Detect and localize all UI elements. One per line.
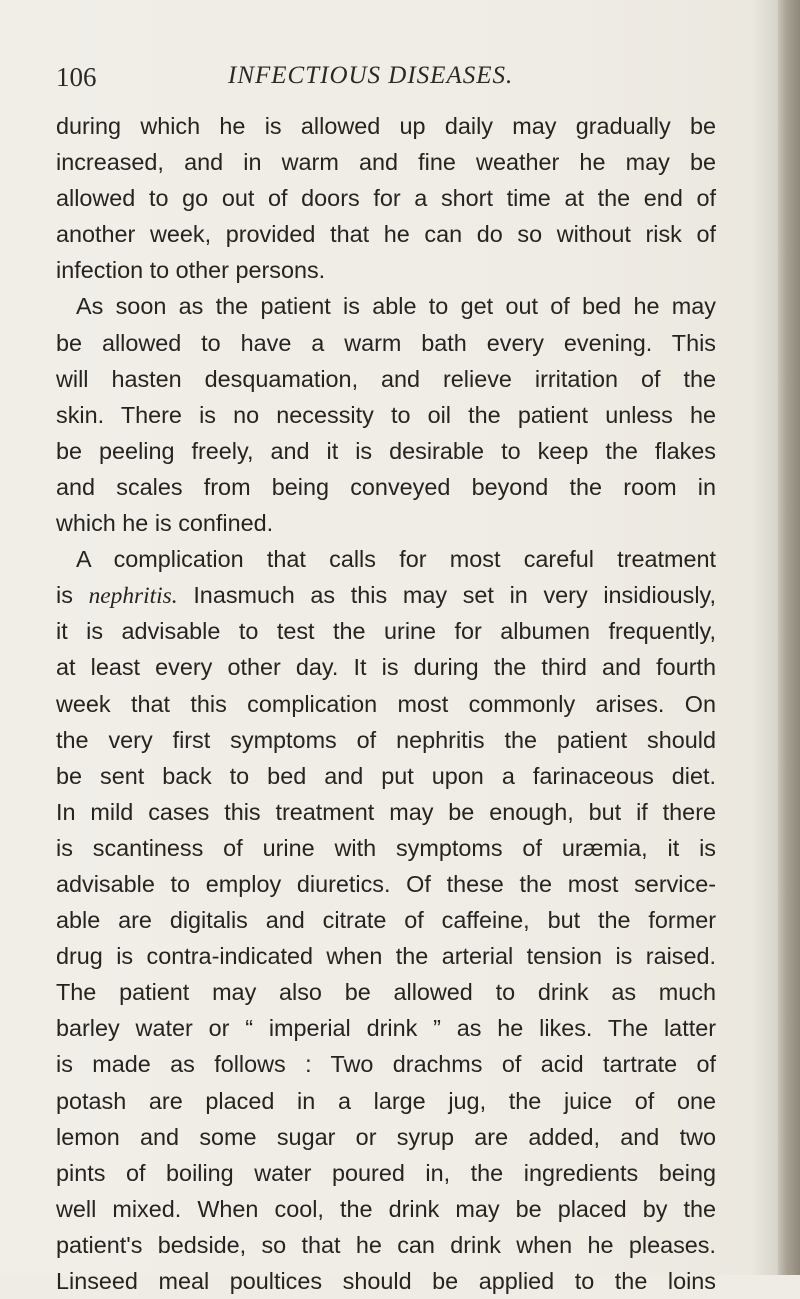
text-line: The patient may also be allowed to drink as much xyxy=(56,979,716,1006)
text-fragment: Inasmuch as this may set in very insidiously, xyxy=(193,582,717,609)
page-number: 106 xyxy=(56,62,97,92)
italic-term-nephritis: nephritis. xyxy=(88,583,178,610)
text-line: another week, provided that he can do so without risk of xyxy=(56,221,716,248)
text-line-mixed xyxy=(56,577,716,613)
text-line: during which he is allowed up daily may gradually be xyxy=(56,113,716,139)
page-gutter-shadow xyxy=(778,0,800,1275)
text-line: is scantiness of urine with symptoms of uræmia, it is xyxy=(56,834,716,861)
text-line: potash are placed in a large jug, the juice of one xyxy=(56,1087,716,1114)
text-line: skin. There is no necessity to oil the patient unless he xyxy=(56,401,716,428)
page-header xyxy=(56,62,656,102)
body-text xyxy=(56,108,716,1299)
text-line: the very first symptoms of nephritis the patient should xyxy=(56,726,716,753)
text-fragment: is xyxy=(56,582,73,609)
text-line: which he is confined. xyxy=(56,510,274,537)
text-line: at least every other day. It is during the third and fourth xyxy=(56,654,716,681)
text-line: In mild cases this treatment may be enough, but if there xyxy=(56,798,716,825)
text-line: allowed to go out of doors for a short time at the end of xyxy=(56,185,716,212)
text-line: As soon as the patient is able to get out of bed he may xyxy=(76,293,716,320)
text-line: be peeling freely, and it is desirable to keep the flakes xyxy=(56,437,716,464)
text-line: Linseed meal poultices should be applied to the loins xyxy=(56,1268,716,1294)
text-line: able are digitalis and citrate of caffeine, but the former xyxy=(56,907,716,934)
running-head: INFECTIOUS DISEASES. xyxy=(228,62,514,89)
text-line: drug is contra-indicated when the arterial tension is raised. xyxy=(56,943,716,970)
text-line: will hasten desquamation, and relieve irritation of the xyxy=(56,365,716,392)
text-line: barley water or “ imperial drink ” as he likes. The latter xyxy=(56,1015,716,1042)
text-line: patient's bedside, so that he can drink when he pleases. xyxy=(56,1231,716,1258)
text-line: increased, and in warm and fine weather he may be xyxy=(56,149,716,176)
text-line: it is advisable to test the urine for albumen frequently, xyxy=(56,618,716,645)
text-line: infection to other persons. xyxy=(56,257,326,284)
text-line: lemon and some sugar or syrup are added, and two xyxy=(56,1123,716,1150)
text-line: well mixed. When cool, the drink may be placed by the xyxy=(56,1195,716,1222)
text-line: advisable to employ diuretics. Of these the most service- xyxy=(56,870,716,897)
text-line: be sent back to bed and put upon a farinaceous diet. xyxy=(56,762,716,789)
text-line: is made as follows : Two drachms of acid tartrate of xyxy=(56,1051,716,1078)
text-line: pints of boiling water poured in, the ingredients being xyxy=(56,1159,716,1186)
text-line: A complication that calls for most careful treatment xyxy=(76,546,716,573)
text-line: and scales from being conveyed beyond the room in xyxy=(56,473,716,500)
text-line: week that this complication most commonly arises. On xyxy=(56,690,716,717)
text-line: be allowed to have a warm bath every evening. This xyxy=(56,329,716,356)
